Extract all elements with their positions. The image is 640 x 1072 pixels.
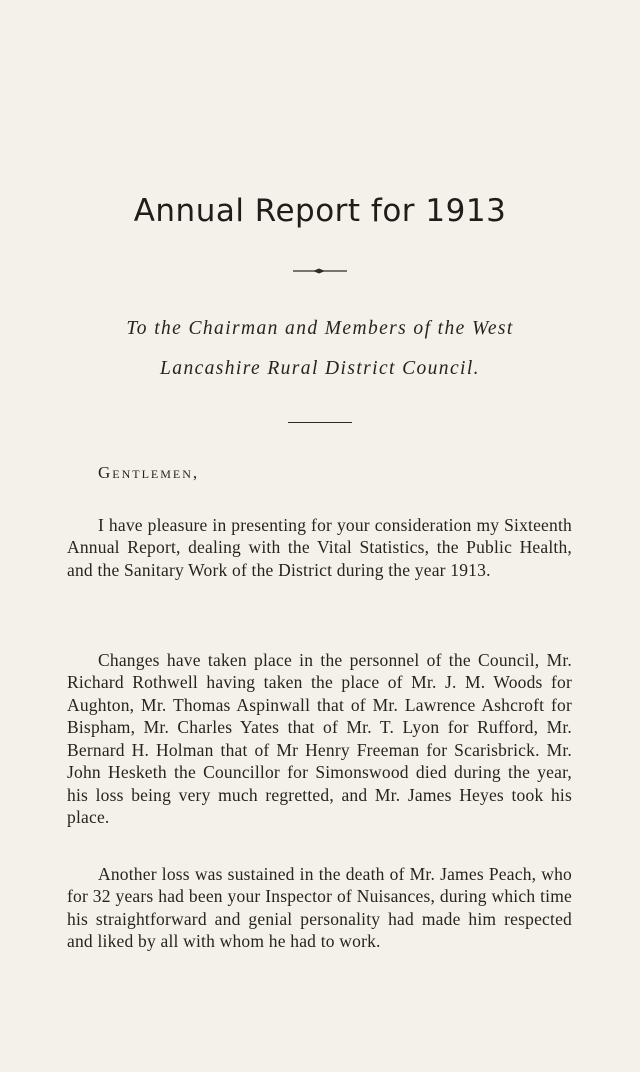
- report-title: Annual Report for 1913: [133, 193, 507, 229]
- paragraph-inspector-death: Another loss was sustained in the death of Mr. James Peach, who for 32 years had been your Inspector of Nuisances, during which time his straightforward and genial personality had made him respected and liked by all with whom he had to work.: [67, 863, 572, 951]
- address-line-1: To the Chairman and Members of the West: [126, 318, 514, 339]
- address-line-2: Lancashire Rural District Council.: [160, 358, 480, 379]
- paragraph-introduction: I have pleasure in presenting for your consideration my Sixteenth Annual Report, dealing with the Vital Statistics, the Public Health, and the Sanitary Work of the District during the year 1913.: [67, 514, 572, 580]
- salutation: Gentlemen,: [98, 463, 200, 482]
- horizontal-rule: [288, 422, 352, 423]
- divider-ornament: [293, 266, 347, 276]
- paragraph-council-changes: Changes have taken place in the personnel of the Council, Mr. Richard Rothwell having taken the place of Mr. J. M. Woods for Aughton, Mr. Thomas Aspinwall that of Mr. Lawrence Ashcroft for Bispham, Mr. Charles Yates that of Mr. T. Lyon for Rufford, Mr. Bernard H. Holman that of Mr Henry Freeman for Scarisbrick. Mr. John Hesketh the Councillor for Simonswood died during the year, his loss being very much regretted, and Mr. James Heyes took his place.: [67, 649, 572, 827]
